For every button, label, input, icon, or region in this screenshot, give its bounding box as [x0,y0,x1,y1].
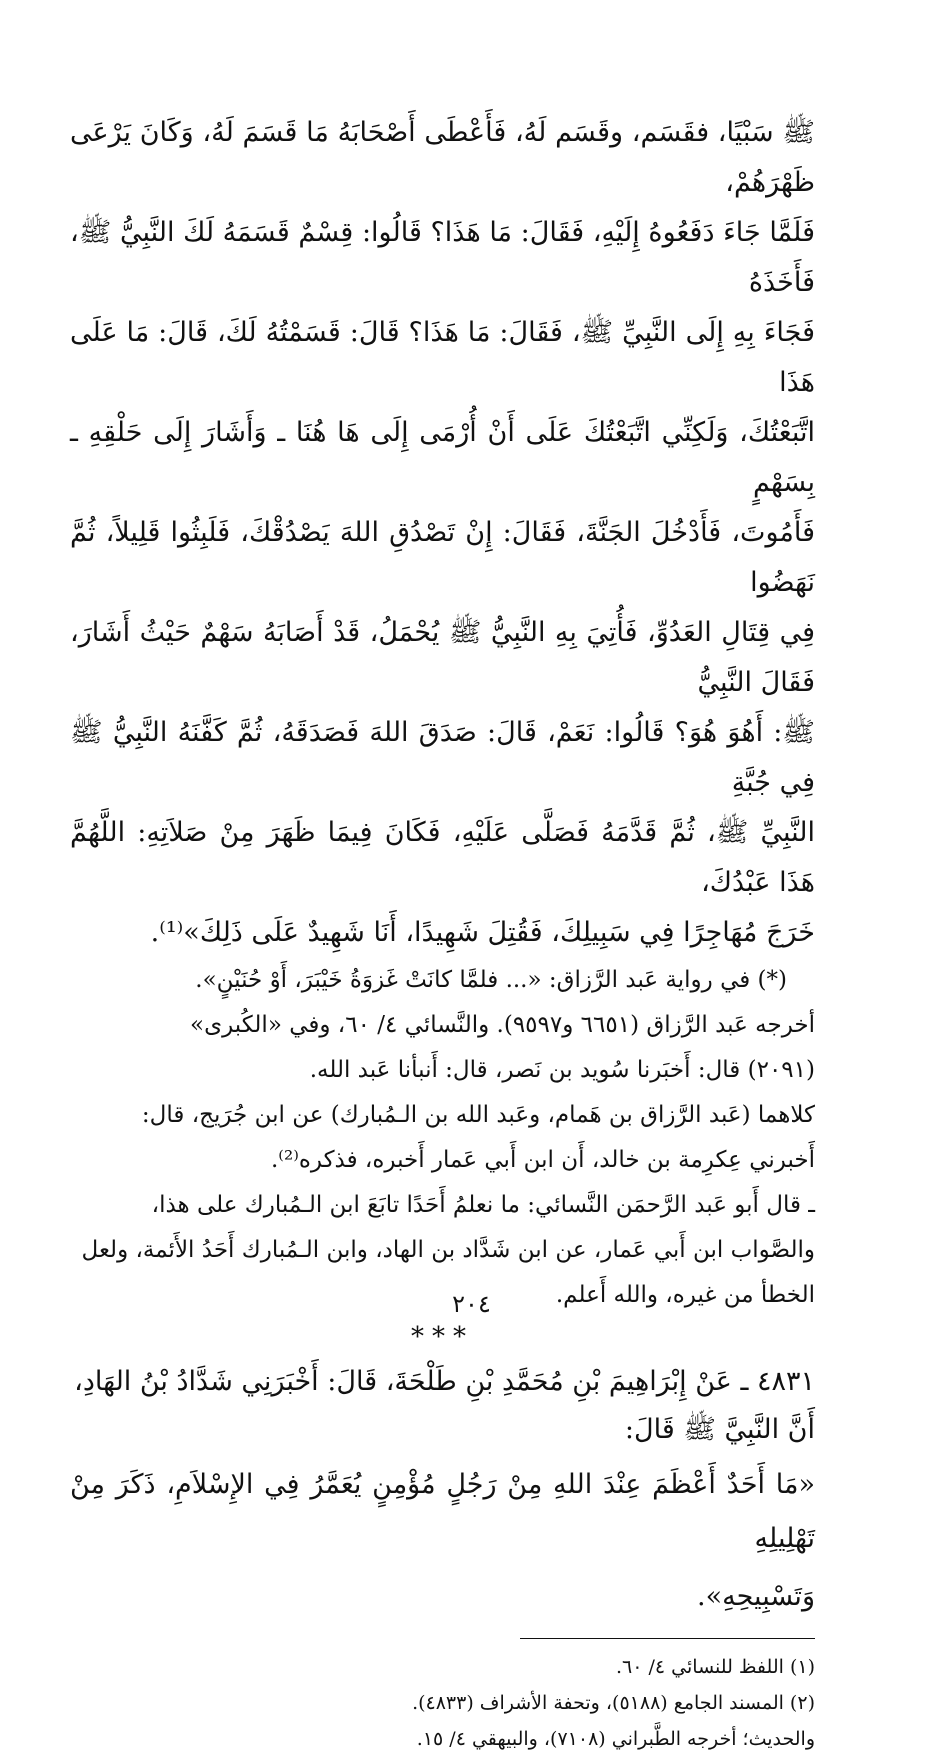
nasai-comment-line: الخطأ من غيره، والله أَعلم. [555,1282,815,1308]
page-number: ٢٠٤ [452,1290,491,1318]
takhrij-line: أخرجه عَبد الرَّزاق (٦٦٥١ و٩٥٩٧). والنَّسائي ٤/ ٦٠، وفي «الكُبرى» [190,1012,815,1038]
nasai-comment-line: والصَّواب ابن أَبي عَمار، عن ابن شَدَّاد بن الهاد، وابن الـمُبارك أَحَدُ الأَئمة، ولعل [81,1237,815,1263]
footnote-2-continued: والحديث؛ أخرجه الطَّبراني (٧١٠٨)، والبيهقي ٤/ ١٥. [416,1728,815,1750]
hadith-line: فَأَمُوتَ، فَأَدْخُلَ الجَنَّةَ، فَقَالَ: إِنْ تَصْدُقِ اللهَ يَصْدُقْكَ، فَلَبِثُوا قَلِيلاً، ثُمَّ نَهَضُوا [70,517,815,598]
hadith-4831 [70,1358,815,1624]
hadith-text [70,108,815,958]
takhrij-line: (٢٠٩١) قال: أَخبَرنا سُويد بن نَصر، قال: أَنبأنا عَبد الله. [309,1057,815,1083]
hadith-line: خَرَجَ مُهَاجِرًا فِي سَبِيلِكَ، فَقُتِلَ شَهِيدًا، أَنَا شَهِيدٌ عَلَى ذَلِكَ»⁽¹⁾. [150,917,815,948]
commentary-notes [70,958,815,1318]
kilahuma-line: كلاهما (عَبد الرَّزاق بن هَمام، وعَبد الله بن الـمُبارك) عن ابن جُرَيج، قال: [141,1102,815,1128]
riwaya-note: (*) في رواية عَبد الرَّزاق: «... فلمَّا كانَتْ غَزوَةُ خَيْبَرَ، أَوْ حُنَيْنٍ». [195,967,787,993]
footnotes [70,1649,815,1757]
hadith-line: فَجَاءَ بِهِ إِلَى النَّبِيِّ ﷺ، فَقَالَ: مَا هَذَا؟ قَالَ: قَسَمْتُهُ لَكَ، قَالَ: مَا عَلَى هَذَا [70,317,815,398]
matn-line: وَتَسْبِيحِهِ». [697,1581,815,1612]
matn-line: «مَا أَحَدٌ أَعْظَمَ عِنْدَ اللهِ مِنْ رَجُلٍ مُؤْمِنٍ يُعَمَّرُ فِي الإِسْلاَمِ، ذَكَرَ مِنْ تَهْلِيلِهِ [70,1469,815,1554]
footnote-2: (٢) المسند الجامع (٥١٨٨)، وتحفة الأشراف (٤٨٣٣). [412,1692,815,1714]
book-page [70,108,815,1750]
isnad-line: أَنَّ النَّبِيَّ ﷺ قَالَ: [624,1414,815,1445]
section-separator: *** [411,1322,474,1352]
hadith-line: ﷺ سَبْيًا، فقَسَم، وقَسَم لَهُ، فَأَعْطَى أَصْحَابَهُ مَا قَسَمَ لَهُ، وَكَانَ يَرْعَى ظَهْرَهُمْ، [70,117,815,198]
footnote-divider [520,1638,815,1639]
nasai-comment-line: ـ قال أَبو عَبد الرَّحمَن النَّسائي: ما نعلمُ أَحَدًا تابَعَ ابن الـمُبارك على هذا، [151,1192,815,1218]
kilahuma-line: أَخبرني عِكرِمة بن خالد، أَن ابن أَبي عَمار أَخبره، فذكره⁽²⁾. [270,1147,815,1173]
isnad-line: ٤٨٣١ ـ عَنْ إِبْرَاهِيمَ بْنِ مُحَمَّدِ بْنِ طَلْحَةَ، قَالَ: أَخْبَرَنِي شَدَّادُ بْنُ الهَادِ، [74,1366,815,1397]
footnote-1: (١) اللفظ للنسائي ٤/ ٦٠. [616,1656,815,1678]
hadith-line: اتَّبَعْتُكَ، وَلَكِنِّي اتَّبَعْتُكَ عَلَى أَنْ أُرْمَى إِلَى هَا هُنَا ـ وَأَشَارَ إِلَى حَلْقِهِ ـ بِسَهْمٍ [70,417,815,498]
hadith-line: فَلَمَّا جَاءَ دَفَعُوهُ إِلَيْهِ، فَقَالَ: مَا هَذَا؟ قَالُوا: قِسْمٌ قَسَمَهُ لَكَ النَّبِيُّ ﷺ، فَأَخَذَهُ [70,217,815,298]
hadith-line: ﷺ: أَهُوَ هُوَ؟ قَالُوا: نَعَمْ، قَالَ: صَدَقَ اللهَ فَصَدَقَهُ، ثُمَّ كَفَّنَهُ النَّبِيُّ ﷺ فِي جُبَّةِ [70,717,815,798]
hadith-line: فِي قِتَالِ العَدُوِّ، فَأُتِيَ بِهِ النَّبِيُّ ﷺ يُحْمَلُ، قَدْ أَصَابَهُ سَهْمٌ حَيْثُ أَشَارَ، فَقَالَ النَّبِيُّ [70,617,815,698]
hadith-line: النَّبِيِّ ﷺ، ثُمَّ قَدَّمَهُ فَصَلَّى عَلَيْهِ، فَكَانَ فِيمَا ظَهَرَ مِنْ صَلاَتِهِ: اللَّهُمَّ هَذَا عَبْدُكَ، [70,817,815,898]
